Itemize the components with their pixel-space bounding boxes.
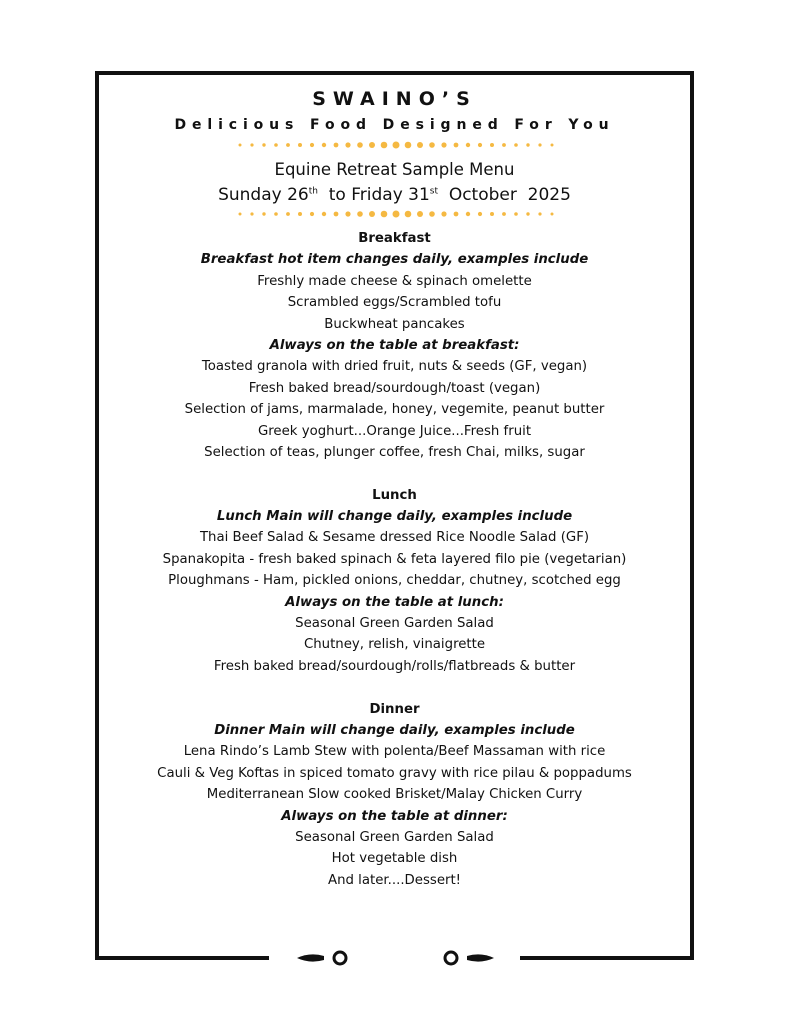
menu-item: Cauli & Veg Koftas in spiced tomato gravy with rice pilau & poppadums bbox=[157, 765, 632, 781]
menu-item: Fresh baked bread/sourdough/toast (vegan) bbox=[248, 380, 541, 396]
dates-suffix-2: st bbox=[429, 186, 439, 197]
breakfast-table-note: Always on the table at breakfast: bbox=[269, 337, 520, 353]
menu-item: Chutney, relish, vinaigrette bbox=[303, 637, 486, 653]
menu-item: Freshly made cheese & spinach omelette bbox=[257, 273, 532, 289]
dates-end: October 2025 bbox=[438, 185, 571, 205]
menu-item: Mediterranean Slow cooked Brisket/Malay Chicken Curry bbox=[206, 787, 583, 803]
menu-item: And later....Dessert! bbox=[327, 872, 462, 888]
menu-item: Seasonal Green Garden Salad bbox=[295, 829, 494, 845]
dates-suffix-1: th bbox=[308, 186, 318, 197]
menu-item: Selection of jams, marmalade, honey, vegemite, peanut butter bbox=[184, 402, 605, 418]
section-spacer bbox=[99, 463, 690, 484]
menu-item: Spanakopita - fresh baked spinach & feta layered filo pie (vegetarian) bbox=[162, 551, 627, 567]
section-spacer bbox=[99, 677, 690, 698]
section-heading-breakfast: Breakfast bbox=[358, 231, 431, 246]
menu-item: Fresh baked bread/sourdough/rolls/flatbreads & butter bbox=[213, 658, 576, 674]
dates-prefix: Sunday 26 bbox=[218, 185, 309, 205]
dinner-main-note: Dinner Main will change daily, examples include bbox=[214, 722, 575, 738]
frame-border-top bbox=[95, 71, 694, 75]
section-heading-lunch: Lunch bbox=[372, 487, 417, 503]
menu-item: Thai Beef Salad & Sesame dressed Rice Noodle Salad (GF) bbox=[199, 530, 590, 546]
frame-border-bottom-right bbox=[520, 956, 694, 960]
ornament-left-icon bbox=[296, 946, 352, 970]
lunch-table-note: Always on the table at lunch: bbox=[285, 594, 504, 610]
dots-divider-top bbox=[236, 139, 556, 151]
menu-item: Hot vegetable dish bbox=[331, 851, 458, 867]
ornament-right-icon bbox=[439, 946, 495, 970]
menu-item: Ploughmans - Ham, pickled onions, cheddar, chutney, scotched egg bbox=[168, 573, 621, 589]
menu-title: Equine Retreat Sample Menu bbox=[274, 160, 515, 179]
menu-item: Toasted granola with dried fruit, nuts & seeds (GF, vegan) bbox=[201, 359, 588, 375]
breakfast-hot-note: Breakfast hot item changes daily, examples include bbox=[200, 252, 589, 268]
lunch-main-note: Lunch Main will change daily, examples include bbox=[216, 509, 573, 525]
section-heading-dinner: Dinner bbox=[369, 701, 420, 717]
dates-middle: to Friday 31 bbox=[317, 185, 430, 205]
dots-divider-bottom bbox=[236, 208, 556, 220]
frame-border-right bbox=[690, 71, 694, 960]
menu-item: Lena Rindo’s Lamb Stew with polenta/Beef Massaman with rice bbox=[183, 744, 606, 760]
brand-title: SWAINO’S bbox=[312, 88, 477, 110]
menu-item: Buckwheat pancakes bbox=[324, 316, 465, 332]
menu-item: Seasonal Green Garden Salad bbox=[295, 616, 494, 632]
brand-tagline: Delicious Food Designed For You bbox=[174, 117, 615, 133]
menu-item: Greek yoghurt...Orange Juice...Fresh fruit bbox=[257, 423, 532, 439]
menu-item: Scrambled eggs/Scrambled tofu bbox=[287, 295, 502, 311]
menu-item: Selection of teas, plunger coffee, fresh Chai, milks, sugar bbox=[204, 444, 585, 460]
menu-content bbox=[99, 228, 690, 891]
dinner-table-note: Always on the table at dinner: bbox=[281, 808, 508, 824]
frame-border-bottom-left bbox=[95, 956, 269, 960]
menu-dates bbox=[99, 185, 690, 205]
